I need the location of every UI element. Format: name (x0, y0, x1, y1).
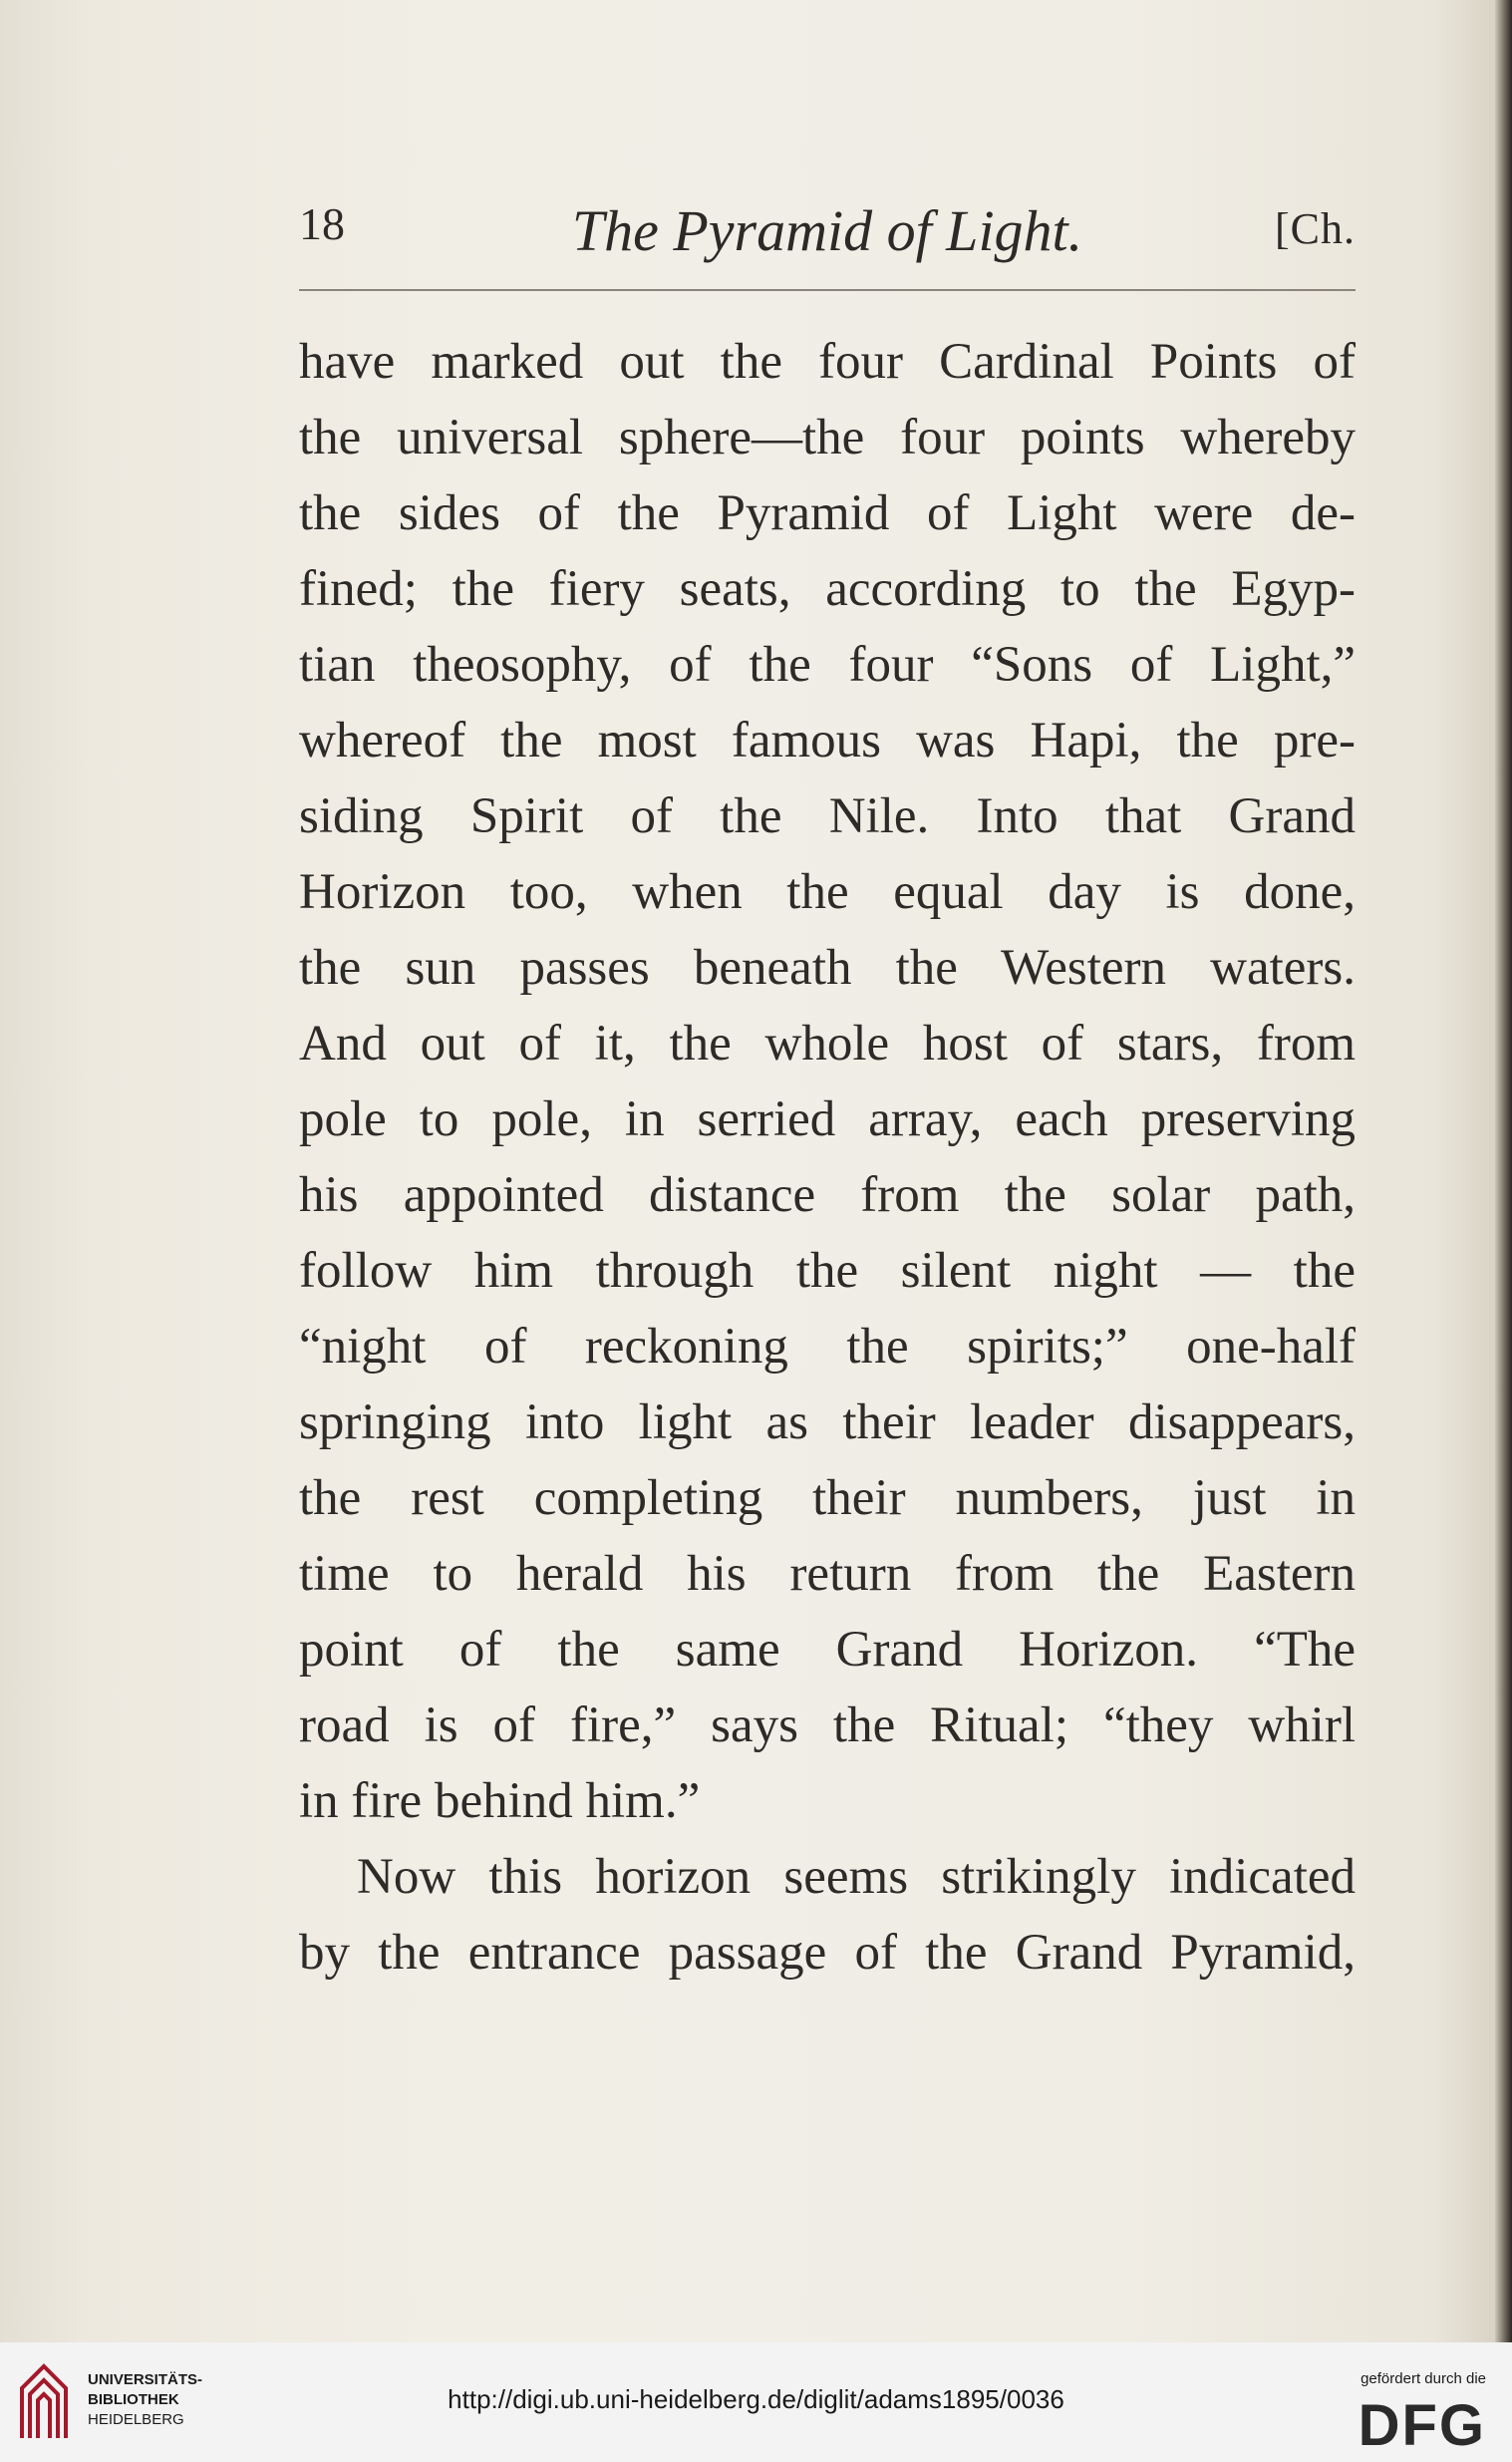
text-line: pole to pole, in serried array, each preserving (299, 1091, 1356, 1147)
text-line: whereof the most famous was Hapi, the pre- (299, 713, 1356, 769)
body-text (299, 324, 1356, 1991)
text-line: tian theosophy, of the four “Sons of Light,” (299, 637, 1356, 693)
page-header (299, 197, 1356, 277)
funded-by-label: gefördert durch die (1361, 2370, 1486, 2387)
page-number: 18 (299, 198, 345, 249)
header-rule (299, 289, 1356, 291)
text-line: And out of it, the whole host of stars, from (299, 1016, 1356, 1072)
library-name-line: HEIDELBERG (88, 2411, 184, 2428)
text-line: springing into light as their leader disappears, (299, 1394, 1356, 1450)
text-line: fined; the fiery seats, according to the Egyp- (299, 561, 1356, 617)
text-line: road is of fire,” says the Ritual; “they whirl (299, 1697, 1356, 1753)
text-line: Now this horizon seems strikingly indicated (357, 1849, 1356, 1905)
library-name-line: UNIVERSITÄTS- (88, 2371, 203, 2388)
text-line: his appointed distance from the solar path, (299, 1167, 1356, 1223)
text-line: siding Spirit of the Nile. Into that Grand (299, 788, 1356, 844)
text-line: Horizon too, when the equal day is done, (299, 864, 1356, 920)
text-line: point of the same Grand Horizon. “The (299, 1622, 1356, 1678)
text-line: the sun passes beneath the Western waters. (299, 940, 1356, 996)
dfg-logo: DFG (1358, 2393, 1486, 2458)
source-url-link[interactable]: http://digi.ub.uni-heidelberg.de/diglit/adams1895/0036 (448, 2384, 1064, 2414)
text-line: have marked out the four Cardinal Points of (299, 334, 1356, 390)
text-line: follow him through the silent night — the (299, 1243, 1356, 1299)
library-name-line: BIBLIOTHEK (88, 2391, 179, 2408)
text-line: the universal sphere—the four points whereby (299, 410, 1356, 465)
running-title: The Pyramid of Light. (571, 198, 1083, 263)
chapter-abbreviation: [Ch. (1275, 204, 1356, 253)
text-line: “night of reckoning the spirits;” one-half (299, 1319, 1356, 1375)
text-line: the rest completing their numbers, just in (299, 1470, 1356, 1526)
text-line: the sides of the Pyramid of Light were de- (299, 485, 1356, 541)
text-line: by the entrance passage of the Grand Pyramid, (299, 1925, 1356, 1981)
digitization-footer (0, 2342, 1512, 2462)
page-edge-shadow (1495, 0, 1512, 2342)
text-line: in fire behind him.” (299, 1773, 701, 1829)
text-line: time to herald his return from the Eastern (299, 1546, 1356, 1602)
